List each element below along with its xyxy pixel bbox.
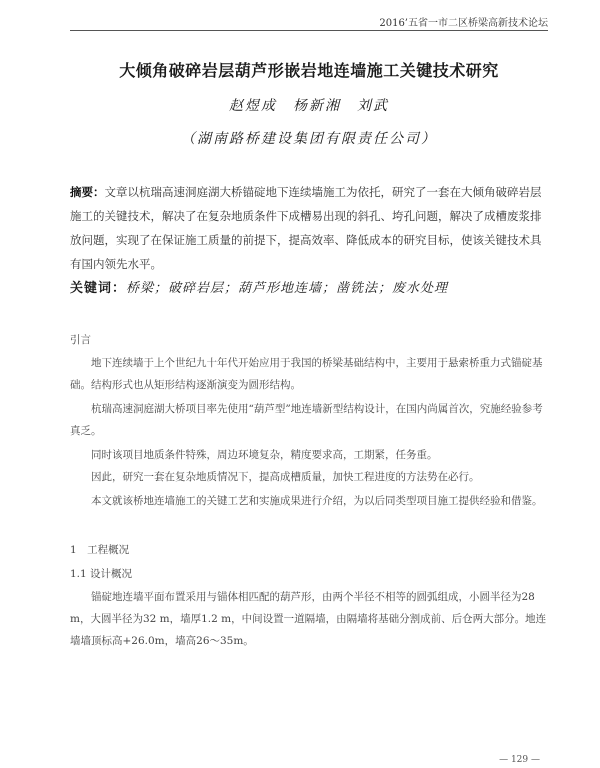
abstract-label: 摘要： (70, 185, 105, 199)
keywords-label: 关键词： (70, 281, 127, 296)
paragraph: 地下连续墙于上个世纪九十年代开始应用于我国的桥梁基础结构中，主要用于悬索桥重力式锚碇基础。结构形式也从矩形结构逐渐演变为圆形结构。 (70, 357, 543, 391)
abstract (70, 180, 548, 276)
keywords-text: 桥梁；破碎岩层；葫芦形地连墙；凿铣法；废水处理 (126, 281, 449, 296)
abstract-text: 文章以杭瑞高速洞庭湖大桥锚碇地下连续墙施工为依托，研究了一套在大倾角破碎岩层施工的关键技术，解决了在复杂地质条件下成槽易出现的斜孔、垮孔问题，解决了成槽废浆排放问题，实现了在保证施工质量的前提下，提高效率、降低成本的研究目标，使该关键技术具有国内领先水平。 (70, 185, 542, 271)
paper-title: 大倾角破碎岩层葫芦形嵌岩地连墙施工关键技术研究 (119, 61, 499, 80)
section-1-1-heading: 1.1 设计概况 (70, 568, 133, 580)
page-number: — 129 — (499, 755, 540, 765)
keywords (70, 277, 548, 296)
section-1-heading: 1 工程概况 (70, 544, 130, 556)
paragraph: 同时该项目地质条件特殊，周边环境复杂，精度要求高，工期紧，任务重。 (91, 449, 438, 461)
paragraph: 杭瑞高速洞庭湖大桥项目率先使用“葫芦型”地连墙新型结构设计，在国内尚属首次，究施经验参考真乏。 (70, 403, 543, 437)
affiliation: （湖南路桥建设集团有限责任公司） (181, 131, 437, 147)
paragraph: 本文就该桥地连墙施工的关键工艺和实施成果进行介绍，为以后同类型项目施工提供经验和借鉴。 (91, 495, 543, 507)
paragraph: 锚碇地连墙平面布置采用与锚体相匹配的葫芦形，由两个半径不相等的圆弧组成，小圆半径为28 m，大圆半径为32 m，墙厚1.2 m，中间设置一道隔墙，由隔墙将基础分割成前、后仓两大部分。地连墙墙顶标高+26.0m，墙高26～35m。 (70, 591, 547, 647)
journal-header: 2016’五省一市二区桥梁高新技术论坛 (379, 18, 548, 29)
header-rule (70, 30, 548, 31)
section-intro-heading: 引言 (70, 334, 91, 346)
paragraph: 因此，研究一套在复杂地质情况下，提高成槽质量，加快工程进度的方法势在必行。 (91, 471, 480, 483)
authors: 赵煜成 杨新湘 刘武 (229, 98, 389, 114)
